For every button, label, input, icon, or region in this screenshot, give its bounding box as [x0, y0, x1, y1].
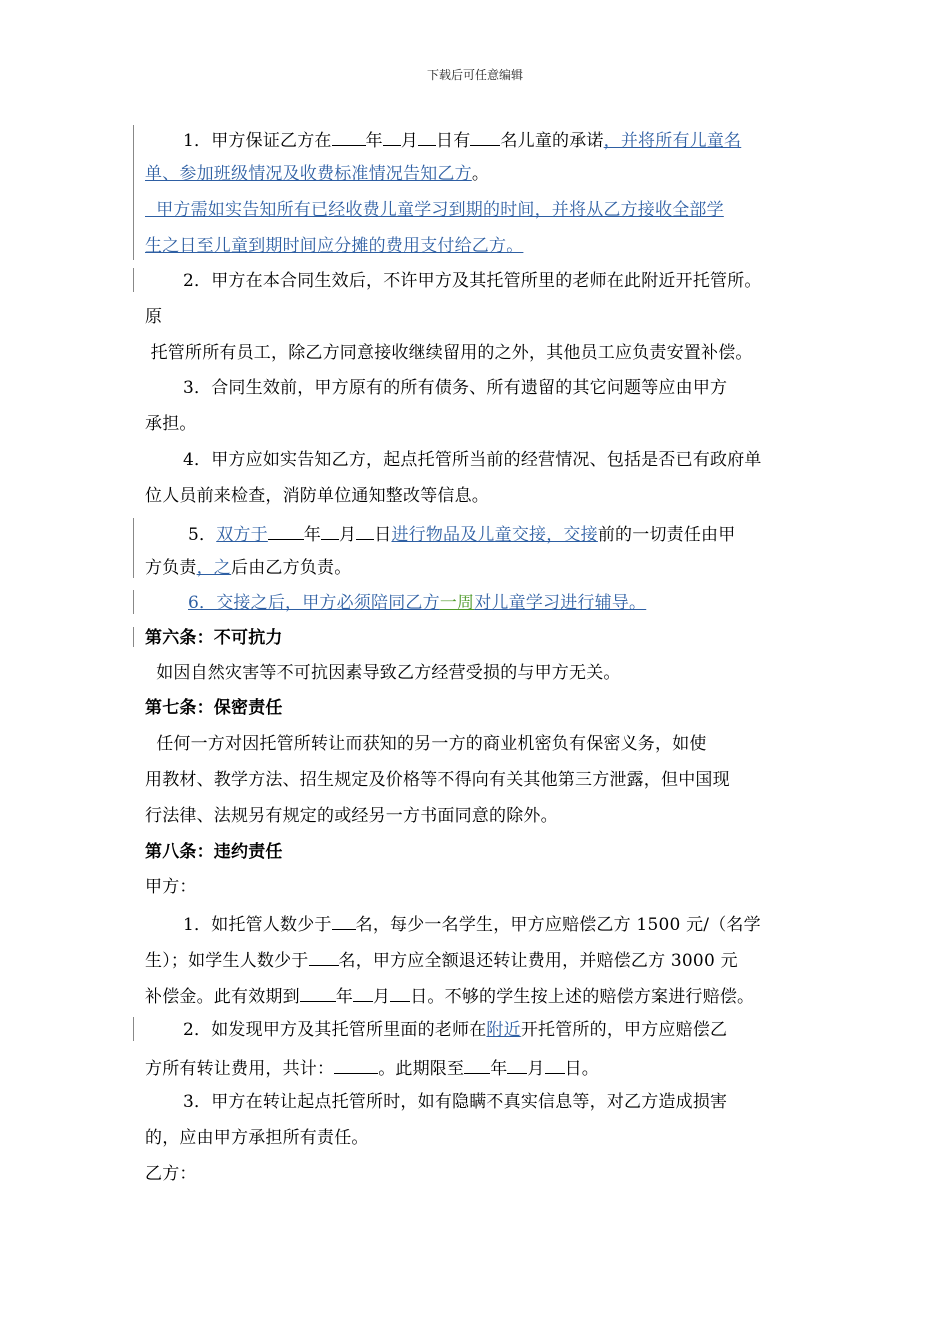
item-4-line-1: 4．甲方应如实告知乙方，起点托管所当前的经营情况、包括是否已有政府单 — [183, 450, 762, 470]
item-1-line-2 — [145, 163, 489, 185]
item-2-line-1: 2．甲方在本合同生效后，不许甲方及其托管所里的老师在此附近开托管所。 — [183, 271, 762, 291]
tracked-insert: 甲方需如实告知所有已经收费儿童学习到期的时间，并将从乙方接收全部学 — [145, 200, 724, 220]
text: 方所有转让费用，共计： — [145, 1059, 335, 1079]
section-7-title: 第七条：保密责任 — [145, 698, 283, 718]
item-1-line-1 — [183, 127, 741, 152]
section-6-title: 第六条：不可抗力 — [145, 628, 283, 648]
party-b-label: 乙方： — [145, 1164, 197, 1184]
item-3-line-2: 承担。 — [145, 414, 197, 434]
text: 年 — [303, 525, 322, 545]
text: 名，每少一名学生，甲方应赔偿乙方 1500 元/（名学 — [355, 915, 761, 935]
section-7-line-1: 任何一方对因托管所转让而获知的另一方的商业机密负有保密义务，如使 — [145, 734, 707, 754]
text: 月 — [373, 987, 391, 1007]
item-1-line-3 — [145, 199, 724, 221]
item-2-line-2: 原 — [145, 307, 163, 327]
text: 月 — [339, 525, 357, 545]
text: 2．如发现甲方及其托管所里面的老师在 — [183, 1020, 487, 1040]
page-header: 下载后可任意编辑 — [426, 68, 523, 82]
tracked-insert: 附近 — [486, 1020, 521, 1040]
text: 名儿童的承诺 — [500, 131, 604, 151]
section-8-item-1-line-2 — [145, 947, 738, 972]
section-7-line-3: 行法律、法规另有规定的或经另一方书面同意的除外。 — [145, 806, 558, 826]
tracked-insert: ，之 — [196, 558, 232, 578]
party-a-label: 甲方： — [145, 877, 197, 897]
item-5-line-2 — [145, 557, 351, 579]
tracked-insert: 对儿童学习进行辅导。 — [474, 593, 647, 613]
item-3-line-1: 3．合同生效前，甲方原有的所有债务、所有遗留的其它问题等应由甲方 — [183, 378, 728, 398]
text: 日。不够的学生按上述的赔偿方案进行赔偿。 — [410, 987, 755, 1007]
item-2-line-3: 托管所所有员工，除乙方同意接收继续留用的之外，其他员工应负责安置补偿。 — [145, 343, 753, 363]
item-4-line-2: 位人员前来检查，消防单位通知整改等信息。 — [145, 486, 489, 506]
tracked-insert: 单、参加班级情况及收费标准情况告知乙方 — [145, 164, 472, 184]
text: 1．如托管人数少于 — [183, 915, 332, 935]
change-bar — [133, 518, 134, 578]
section-8-title: 第八条：违约责任 — [145, 842, 283, 862]
tracked-insert: 6．交接之后，甲方必须陪同乙方 — [188, 593, 440, 613]
text: 日 — [374, 525, 392, 545]
section-7-line-2: 用教材、教学方法、招生规定及价格等不得向有关其他第三方泄露，但中国现 — [145, 770, 730, 790]
text: 名，甲方应全额退还转让费用，并赔偿乙方 3000 元 — [338, 951, 738, 971]
tracked-insert: 进行物品及儿童交接，交接 — [391, 525, 598, 545]
text: 日。 — [564, 1059, 600, 1079]
text: 开托管所的，甲方应赔偿乙 — [520, 1020, 728, 1040]
item-6-line — [188, 592, 646, 614]
text: 1．甲方保证乙方在 — [183, 131, 332, 151]
text: 生）；如学生人数少于 — [145, 951, 309, 971]
text: 5． — [188, 525, 217, 545]
text: 年 — [490, 1059, 508, 1079]
text: 方负责 — [145, 558, 197, 578]
section-8-item-1-line-1 — [183, 911, 761, 936]
text: 。 — [471, 164, 490, 184]
section-8-item-3-line-2: 的，应由甲方承担所有责任。 — [145, 1128, 369, 1148]
change-bar — [133, 1017, 134, 1041]
change-bar — [133, 125, 134, 260]
text: 月 — [527, 1059, 545, 1079]
tracked-insert: 双方于 — [216, 525, 268, 545]
tracked-insert: 生之日至儿童到期时间应分摊的费用支付给乙方。 — [145, 236, 524, 256]
change-bar — [133, 590, 134, 614]
text: 后由乙方负责。 — [231, 558, 352, 578]
text: 月 — [400, 131, 419, 151]
section-8-item-2-line-2 — [145, 1055, 599, 1080]
tracked-insert: 一周 — [439, 593, 475, 613]
text: 年 — [365, 131, 383, 151]
section-8-item-3-line-1: 3．甲方在转让起点托管所时，如有隐瞒不真实信息等，对乙方造成损害 — [183, 1092, 728, 1112]
section-8-item-2-line-1 — [183, 1019, 727, 1041]
text: 。此期限至 — [378, 1059, 465, 1079]
change-bar — [133, 268, 134, 292]
section-6-text: 如因自然灾害等不可抗因素导致乙方经营受损的与甲方无关。 — [145, 663, 621, 683]
text: 日有 — [436, 131, 471, 151]
text: 前的一切责任由甲 — [597, 525, 736, 545]
change-bar — [133, 627, 134, 647]
section-8-item-1-line-3 — [145, 983, 754, 1008]
item-1-line-4 — [145, 235, 523, 257]
text: 补偿金。此有效期到 — [145, 987, 300, 1007]
tracked-insert: ，并将所有儿童名 — [603, 131, 742, 151]
text: 年 — [335, 987, 354, 1007]
item-5-line-1 — [188, 521, 735, 546]
